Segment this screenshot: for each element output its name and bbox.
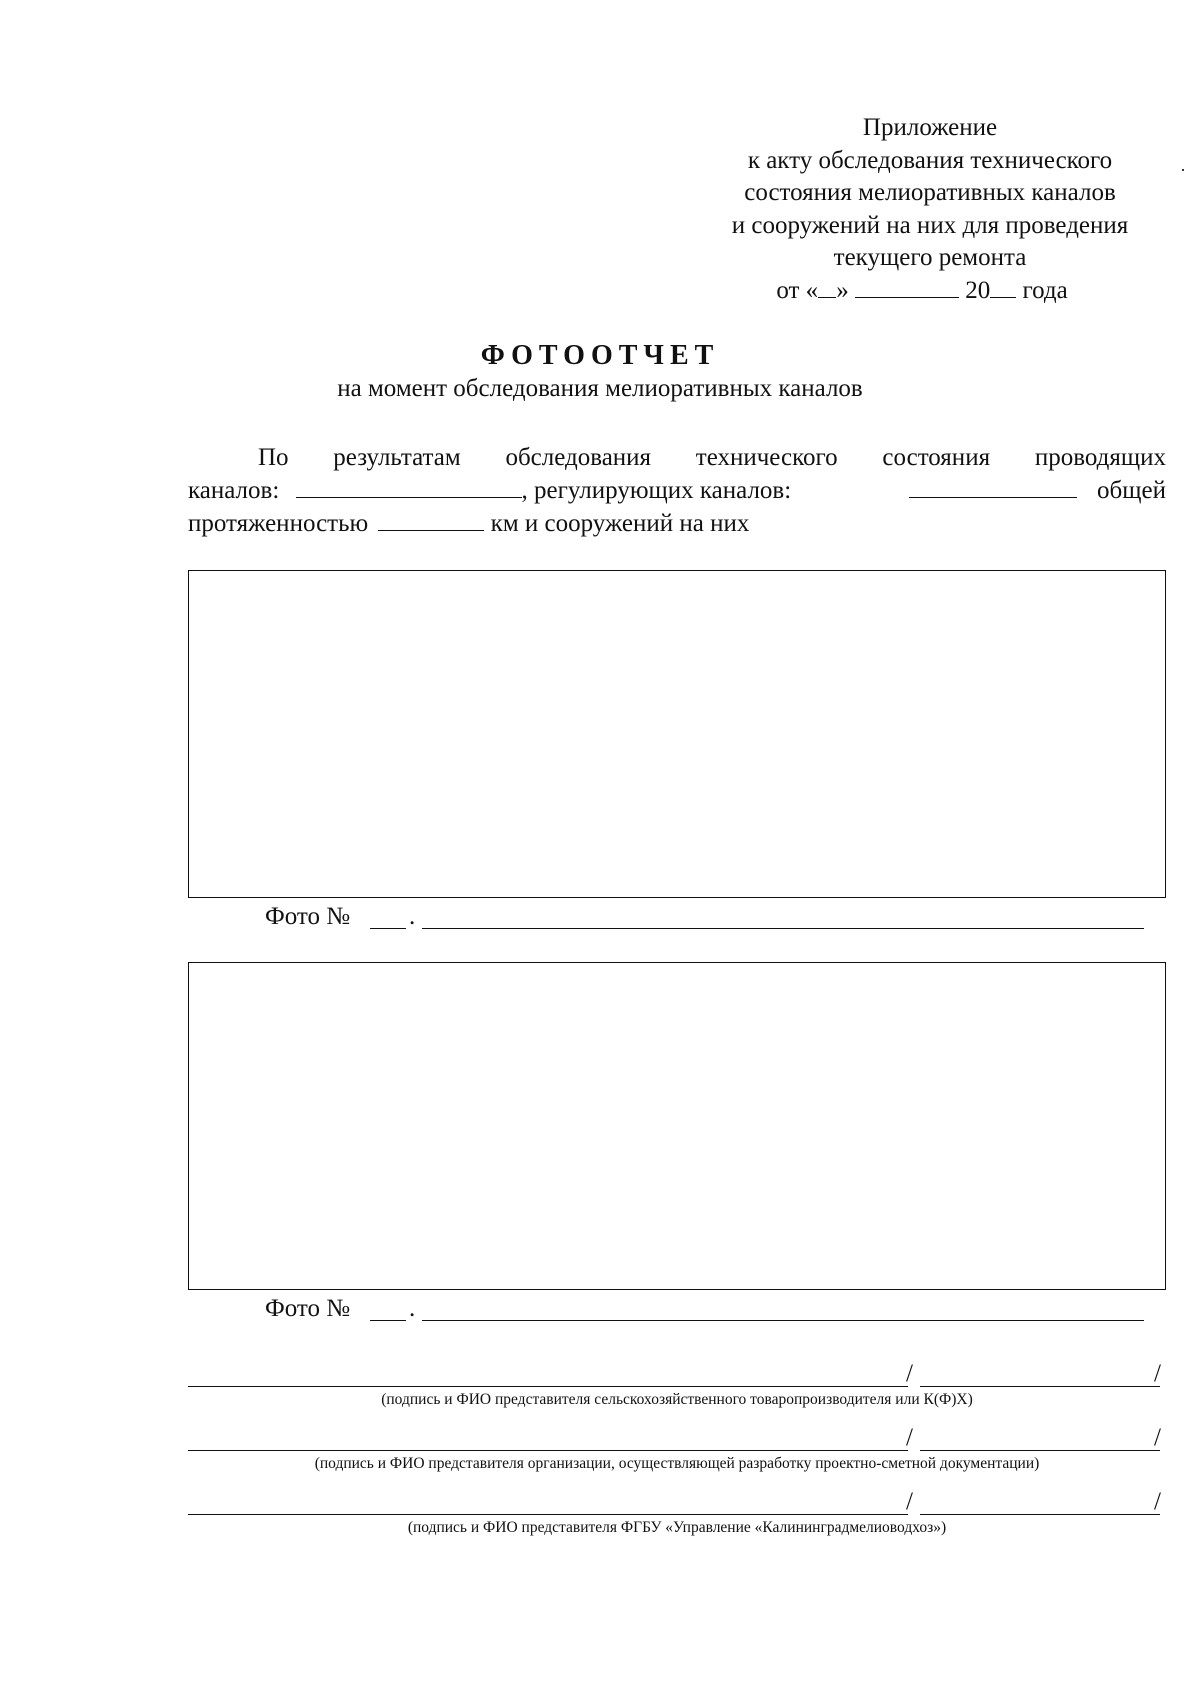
date-mid: » bbox=[836, 276, 849, 304]
date-year: 20 bbox=[965, 276, 991, 304]
slash-separator: / bbox=[1154, 1360, 1161, 1387]
document-title: ФОТООТЧЕТ bbox=[480, 340, 720, 371]
signature-line bbox=[188, 1486, 1166, 1516]
paragraph-line-3 bbox=[188, 508, 1166, 541]
paragraph-word: проводящих bbox=[1034, 444, 1166, 471]
appendix-line: к акту обследования технического bbox=[747, 146, 1113, 174]
photo-description-blank[interactable] bbox=[422, 928, 1144, 929]
signature-line bbox=[188, 1358, 1166, 1388]
signature-line bbox=[188, 1422, 1166, 1452]
paragraph-word: По bbox=[258, 444, 289, 471]
slash-separator: / bbox=[1154, 1424, 1161, 1451]
year-blank[interactable] bbox=[990, 275, 1016, 298]
full-name-blank[interactable] bbox=[920, 1514, 1160, 1515]
month-blank[interactable] bbox=[855, 275, 959, 298]
photo-number-label: Фото № bbox=[265, 903, 351, 930]
photo-number-blank[interactable] bbox=[370, 928, 406, 929]
date-prefix: от « bbox=[776, 276, 819, 304]
canals-blank[interactable] bbox=[296, 475, 522, 498]
length-blank[interactable] bbox=[378, 508, 484, 531]
paragraph-word: результатам bbox=[333, 444, 461, 471]
paragraph-word: обследования bbox=[505, 444, 652, 471]
regulating-field bbox=[909, 475, 1166, 508]
photo-frame bbox=[188, 570, 1166, 898]
appendix-line: состояния мелиоративных каналов bbox=[744, 179, 1116, 206]
full-name-blank[interactable] bbox=[920, 1386, 1160, 1387]
photo-number-blank[interactable] bbox=[370, 1320, 406, 1321]
appendix-date-line bbox=[682, 275, 1162, 308]
photo-number-label: Фото № bbox=[265, 1295, 351, 1322]
paragraph-line-2 bbox=[188, 475, 1166, 508]
photo-caption bbox=[265, 1295, 350, 1323]
signature-blank[interactable] bbox=[188, 1386, 908, 1387]
signature-blank[interactable] bbox=[188, 1450, 908, 1451]
canals-field bbox=[188, 475, 791, 508]
day-blank[interactable] bbox=[818, 275, 836, 298]
photo-caption-dot: . bbox=[409, 903, 416, 930]
appendix-header bbox=[690, 112, 1170, 307]
signature-caption: (подпись и ФИО представителя организации, осуществляющей разработку проектно-сметной документации) bbox=[314, 1455, 1040, 1472]
photo-caption-dot: . bbox=[409, 1295, 416, 1322]
km-label: км и сооружений на них bbox=[490, 510, 750, 537]
slash-separator: / bbox=[1154, 1488, 1161, 1515]
appendix-title: Приложение bbox=[862, 114, 998, 141]
slash-separator: / bbox=[906, 1424, 913, 1451]
slash-separator: / bbox=[906, 1360, 913, 1387]
slash-separator: / bbox=[906, 1488, 913, 1515]
length-label: протяженностью bbox=[188, 510, 369, 537]
margin-mark: · bbox=[1180, 160, 1186, 180]
photo-frame bbox=[188, 962, 1166, 1290]
photo-caption bbox=[265, 903, 350, 931]
document-subtitle: на момент обследования мелиоративных каналов bbox=[337, 375, 863, 402]
canals-label: каналов: bbox=[188, 477, 280, 504]
regulating-label: , регулирующих каналов: bbox=[521, 477, 792, 504]
signature-caption: (подпись и ФИО представителя ФГБУ «Управление «Калининградмелиоводхоз») bbox=[407, 1519, 947, 1536]
appendix-line: и сооружений на них для проведения bbox=[731, 211, 1129, 239]
paragraph-word: технического bbox=[695, 444, 838, 471]
photo-description-blank[interactable] bbox=[422, 1320, 1144, 1321]
paragraph-line-1 bbox=[188, 442, 1166, 475]
full-name-blank[interactable] bbox=[920, 1450, 1160, 1451]
paragraph-word: состояния bbox=[882, 444, 991, 471]
appendix-line: текущего ремонта bbox=[833, 244, 1027, 271]
date-suffix: года bbox=[1022, 276, 1068, 304]
regulating-blank[interactable] bbox=[909, 475, 1077, 498]
total-label: общей bbox=[1097, 477, 1166, 504]
signature-blank[interactable] bbox=[188, 1514, 908, 1515]
signature-caption: (подпись и ФИО представителя сельскохозяйственного товаропроизводителя или К(Ф)Х) bbox=[381, 1391, 973, 1408]
